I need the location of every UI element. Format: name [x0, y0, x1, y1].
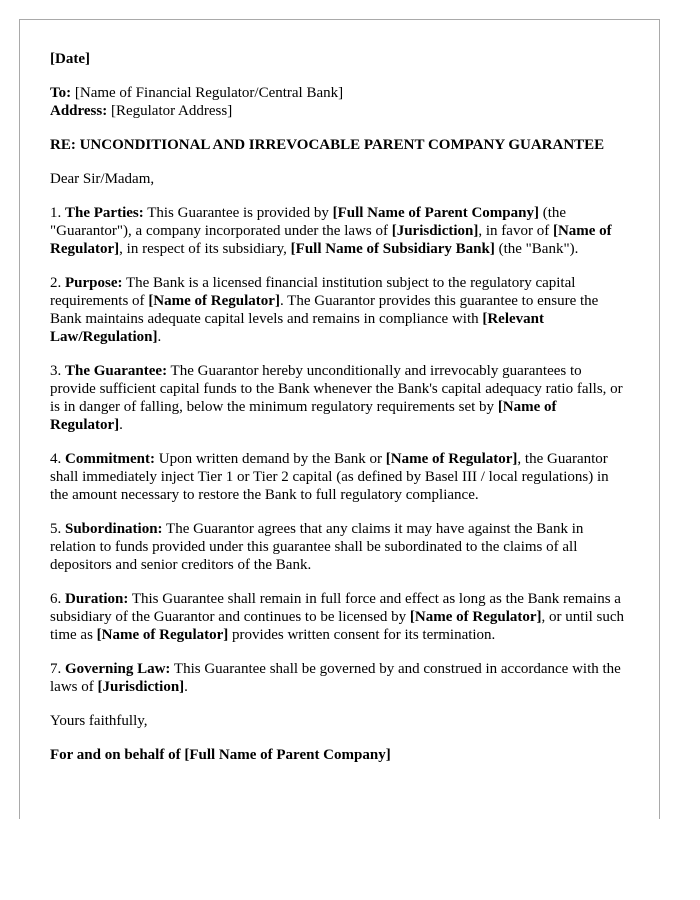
subject-line: RE: UNCONDITIONAL AND IRREVOCABLE PARENT COMPANY GUARANTEE — [50, 137, 605, 153]
clause-number: 2. — [50, 275, 65, 291]
clause-text: This Guarantee shall remain in full force and effect as long as the Bank remains a subsidiary of the Guarantor and continues to be licensed by — [50, 591, 621, 625]
clause-2 — [50, 274, 629, 346]
clause-text: . — [119, 417, 123, 433]
clause-text: (the "Bank"). — [494, 241, 579, 257]
salutation: Dear Sir/Madam, — [50, 171, 155, 187]
clause-text: Upon written demand by the Bank or — [154, 451, 386, 467]
clause-title: Commitment: — [65, 451, 155, 467]
clause-title: Purpose: — [65, 275, 123, 291]
clause-title: The Guarantee: — [65, 363, 168, 379]
recipient-block — [50, 84, 629, 120]
clause-number: 7. — [50, 661, 65, 677]
clause-5 — [50, 520, 629, 574]
placeholder-field: [Name of Regulator] — [96, 627, 229, 643]
clause-text: The Bank is a licensed financial institution subject to the regulatory capital requirements of — [50, 275, 576, 309]
placeholder-field: [Jurisdiction] — [97, 679, 185, 695]
placeholder-field: [Name of Regulator] — [385, 451, 518, 467]
address-line: Address: [Regulator Address] — [50, 103, 233, 119]
clause-3 — [50, 362, 629, 434]
document-page — [19, 19, 660, 819]
clause-6 — [50, 590, 629, 644]
signature-line: For and on behalf of [Full Name of Parent Company] — [50, 747, 391, 763]
clause-text: This Guarantee is provided by — [143, 205, 333, 221]
clauses — [50, 204, 629, 696]
clause-text: , or until such time as — [50, 609, 625, 643]
clause-7 — [50, 660, 629, 696]
placeholder-field: [Full Name of Subsidiary Bank] — [290, 241, 495, 257]
placeholder-field: [Relevant Law/Regulation] — [50, 311, 545, 345]
clause-number: 1. — [50, 205, 65, 221]
closing: Yours faithfully, — [50, 713, 148, 729]
clause-text: . — [157, 329, 162, 345]
placeholder-field: [Name of Regulator] — [148, 293, 280, 309]
clause-text: provides written consent for its termination. — [228, 627, 496, 643]
clause-text: The Guarantor agrees that any claims it may have against the Bank in relation to funds provided under this guarantee shall be subordinated to the claims of all depositors and senior creditors of the Bank. — [50, 521, 584, 573]
clause-text: , the Guarantor shall immediately inject Tier 1 or Tier 2 capital (as defined by Basel III / local regulations) in the amount necessary to restore the Bank to full regulatory compliance. — [50, 451, 609, 503]
placeholder-field: [Name of Regulator] — [50, 223, 612, 257]
clause-title: Governing Law: — [65, 661, 171, 677]
clause-text: (the "Guarantor"), a company incorporated under the laws of — [50, 205, 567, 239]
placeholder-field: [Jurisdiction] — [391, 223, 479, 239]
clause-text: , in respect of its subsidiary, — [119, 241, 291, 257]
clause-4 — [50, 450, 629, 504]
clause-number: 5. — [50, 521, 65, 537]
clause-text: This Guarantee shall be governed by and construed in accordance with the laws of — [50, 661, 621, 695]
clause-text: The Guarantor hereby unconditionally and irrevocably guarantees to provide sufficient capital funds to the Bank whenever the Bank's capital adequacy ratio falls, or is in danger of falling, below the minimum regulatory requirements set by — [50, 363, 623, 415]
clause-text: , in favor of — [478, 223, 553, 239]
placeholder-field: [Name of Regulator] — [50, 399, 557, 433]
clause-title: Subordination: — [65, 521, 163, 537]
clause-title: Duration: — [65, 591, 129, 607]
clause-text: . — [184, 679, 188, 695]
clause-number: 4. — [50, 451, 65, 467]
placeholder-field: [Full Name of Parent Company] — [332, 205, 539, 221]
clause-number: 3. — [50, 363, 65, 379]
clause-1 — [50, 204, 629, 258]
clause-title: The Parties: — [65, 205, 144, 221]
placeholder-field: [Name of Regulator] — [409, 609, 542, 625]
clause-text: . The Guarantor provides this guarantee to ensure the Bank maintains adequate capital levels and remains in compliance with — [50, 293, 599, 327]
date: [Date] — [50, 51, 90, 67]
clause-number: 6. — [50, 591, 65, 607]
to-line: To: [Name of Financial Regulator/Central Bank] — [50, 85, 344, 101]
